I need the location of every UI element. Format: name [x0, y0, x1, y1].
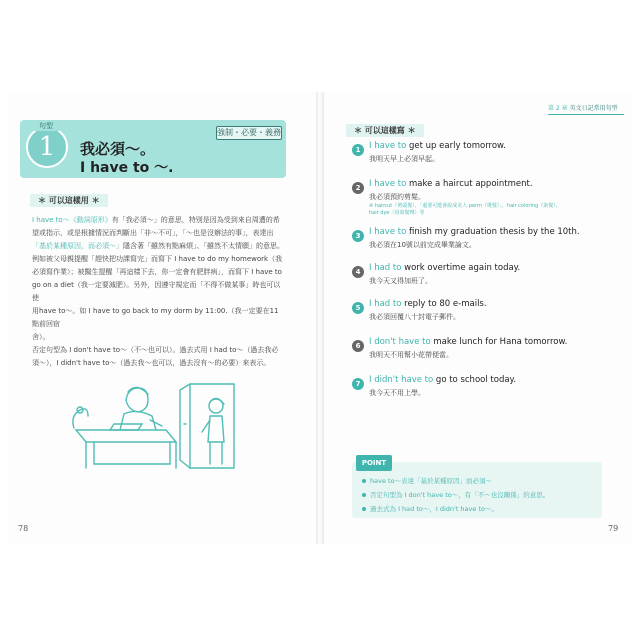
- explanation-line: [32, 331, 284, 344]
- example-english: [369, 337, 567, 347]
- examples-heading: [346, 124, 424, 137]
- pattern-number-badge: [26, 122, 66, 174]
- example-translation: 我今天不用上學。: [369, 389, 425, 397]
- explanation-text-run: 例如被父母親提醒「趕快把功課寫完」而寫下 I have to do my homework（我: [32, 255, 283, 263]
- example-rest: finish my graduation thesis by the 10th.: [406, 227, 580, 237]
- example-keyphrase: I have to: [369, 179, 407, 189]
- explanation-text: [32, 214, 284, 370]
- example-translation: 我必須回覆八十封電子郵件。: [369, 313, 460, 321]
- example-keyphrase: I had to: [369, 299, 402, 309]
- explanation-text-run: 必須寫作業）；被醫生提醒「再這樣下去，你一定會有肥胖病」，而寫下 I have to: [32, 268, 282, 276]
- pattern-number: 1: [38, 132, 56, 162]
- example-rest: get up early tomorrow.: [406, 141, 506, 151]
- example-number-badge: 2: [352, 182, 364, 194]
- point-label: POINT: [356, 455, 392, 471]
- explanation-text-run: 望或指示，或是根據情況而判斷出「非～不可」，「～也是沒辦法的事」，表達出: [32, 229, 274, 237]
- bullet-icon: [362, 507, 366, 511]
- person-at-door-illustration: [176, 380, 240, 472]
- example-keyphrase: I have to: [369, 141, 407, 151]
- explanation-text-run: 用have to～。如 I have to go back to my dorm by 11:00.（我一定要在11點前回宿: [32, 307, 279, 328]
- explanation-text-run: 須～），I didn't have to～（過去我～也可以，過去沒有～的必要）來表示。: [32, 359, 271, 367]
- example-rest: go to school today.: [433, 375, 517, 385]
- chapter-tab: [548, 103, 624, 115]
- example-english: [369, 227, 580, 237]
- example-rest: work overtime again today.: [401, 263, 521, 273]
- explanation-line: [32, 214, 284, 227]
- explanation-text-run: 隱含著「雖然有點麻煩」、「雖然不太情願」的意思。: [123, 242, 284, 250]
- usage-heading: [30, 194, 108, 207]
- example-english: [369, 141, 506, 151]
- pattern-tag: 強制・必要・義務: [216, 126, 282, 140]
- student-at-desk-illustration: [66, 380, 186, 472]
- chapter-number: 第 2 章: [548, 105, 568, 112]
- explanation-text-run: 舍）。: [32, 333, 50, 341]
- point-text: have to～表達「基於某種原因」而必須～: [370, 477, 493, 485]
- book-gutter: [316, 92, 324, 544]
- example-number-badge: 7: [352, 378, 364, 390]
- example-english: [369, 375, 516, 385]
- example-translation: 我必須預約剪髮。: [369, 193, 425, 201]
- explanation-line: [32, 253, 284, 266]
- left-page-number: 78: [18, 524, 29, 533]
- explanation-highlight: 「基於某種原因，而必須～」: [32, 242, 123, 250]
- usage-heading-text: ＊ 可以這樣用 ＊: [30, 194, 108, 207]
- example-keyphrase: I had to: [369, 263, 402, 273]
- example-translation: 我必須在10號以前完成畢業論文。: [369, 241, 476, 249]
- explanation-text-run: 有「我必須～」的意思，特別是因為受到來自周遭的希: [111, 216, 280, 224]
- pattern-title: 我必須～。: [80, 140, 156, 158]
- point-item: [362, 490, 549, 499]
- explanation-line: [32, 305, 284, 331]
- example-number-badge: 6: [352, 340, 364, 352]
- example-rest: make a haircut appointment.: [406, 179, 533, 189]
- explanation-line: [32, 266, 284, 279]
- point-text: 過去式為 I had to～，I didn't have to～。: [370, 505, 498, 513]
- point-item: [362, 476, 492, 485]
- bullet-icon: [362, 479, 366, 483]
- example-translation: 我明天不用幫小花帶便當。: [369, 351, 453, 359]
- point-item: [362, 504, 498, 513]
- example-keyphrase: I didn't have to: [369, 375, 434, 385]
- explanation-line: [32, 240, 284, 253]
- examples-heading-text: ＊ 可以這樣寫 ＊: [346, 124, 424, 137]
- example-note: ※ haircut（剪頭髮）、「還要可能會說成美人 perm（燙髮）」、hair coloring（染髮）、hair dye（用染髮劑）等: [369, 203, 561, 216]
- explanation-line: [32, 344, 284, 357]
- pattern-subtitle: I have to ～.: [80, 160, 174, 176]
- chapter-title: 英文日記常用句型: [569, 105, 618, 112]
- example-english: [369, 299, 487, 309]
- explanation-text-run: 否定句型為 I don't have to～（不～也可以）。過去式用 I had to～（過去我必: [32, 346, 279, 354]
- explanation-highlight: I have to～《動詞原形》: [32, 216, 112, 224]
- example-translation: 我明天早上必須早起。: [369, 155, 439, 163]
- explanation-line: [32, 279, 284, 305]
- example-number-badge: 1: [352, 144, 364, 156]
- point-text: 否定句型為 I don't have to～，有「不～也沒關係」的意思。: [370, 491, 550, 499]
- pattern-label: 句型: [26, 122, 66, 131]
- example-number-badge: 3: [352, 230, 364, 242]
- example-number-badge: 5: [352, 302, 364, 314]
- example-rest: reply to 80 e-mails.: [401, 299, 487, 309]
- explanation-text-run: go on a diet（我一定要減肥）。另外，因遵守規定而「不得不做某事」時也可以使: [32, 281, 281, 302]
- example-english: [369, 179, 533, 189]
- bullet-icon: [362, 493, 366, 497]
- explanation-line: [32, 227, 284, 240]
- example-number-badge: 4: [352, 266, 364, 278]
- example-keyphrase: I don't have to: [369, 337, 431, 347]
- right-page-number: 79: [608, 524, 619, 533]
- example-english: [369, 263, 520, 273]
- example-rest: make lunch for Hana tomorrow.: [430, 337, 568, 347]
- explanation-line: [32, 357, 284, 370]
- example-translation: 我今天又得加班了。: [369, 277, 432, 285]
- example-keyphrase: I have to: [369, 227, 407, 237]
